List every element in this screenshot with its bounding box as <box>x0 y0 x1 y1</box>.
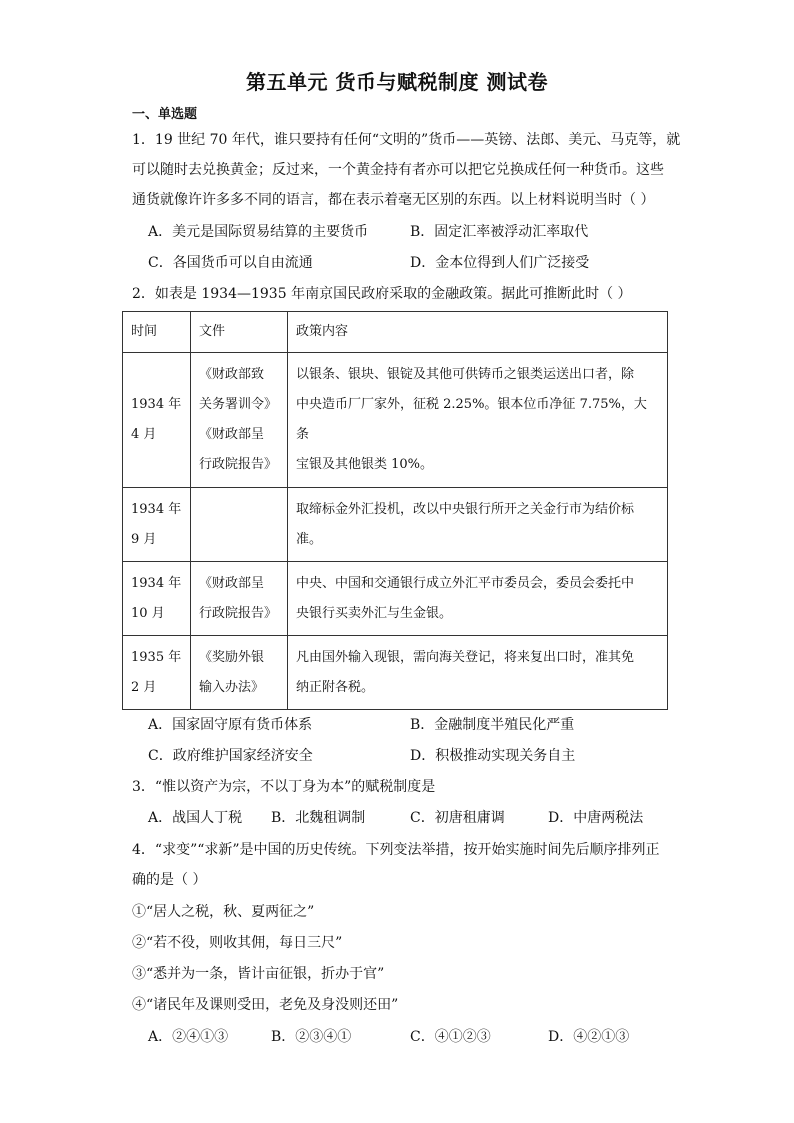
time-line: 1934 年 <box>131 575 182 591</box>
header-content: 政策内容 <box>288 312 668 353</box>
q3-stem: 3．“惟以资产为宗，不以丁身为本”的赋税制度是 <box>132 779 436 795</box>
time-line: 1934 年 <box>131 501 182 517</box>
q4-item-4: ④“诸民年及课则受田，老免及身没则还田” <box>132 997 399 1013</box>
q4-item-3: ③“悉并为一条，皆计亩征银，折办于官” <box>132 966 385 982</box>
q4-option-a[interactable]: A．②④①③ <box>148 1029 229 1045</box>
row-document <box>191 488 288 562</box>
q3-option-d[interactable]: D．中唐两税法 <box>548 810 644 826</box>
q2-option-b[interactable]: B．金融制度半殖民化严重 <box>410 717 575 733</box>
content-line: 中央、中国和交通银行成立外汇平市委员会，委员会委托中 <box>296 575 635 591</box>
q4-option-c[interactable]: C．④①②③ <box>410 1029 491 1045</box>
content-line: 准。 <box>296 531 323 547</box>
time-line: 1935 年 <box>131 649 182 665</box>
time-line: 1934 年 <box>131 397 182 412</box>
q1-option-b[interactable]: B．固定汇率被浮动汇率取代 <box>410 224 589 240</box>
table-row <box>123 353 668 488</box>
policy-table <box>122 311 668 710</box>
section-heading: 一、单选题 <box>132 107 198 122</box>
header-time: 时间 <box>123 312 191 353</box>
q4-line-2: 确的是（ ） <box>132 872 207 888</box>
q3-option-a[interactable]: A．战国人丁税 <box>148 810 243 826</box>
q1-line-2: 可以随时去兑换黄金；反过来，一个黄金持有者亦可以把它兑换成任何一种货币。这些 <box>132 162 664 178</box>
q1-line-3: 通货就像许许多多不同的语言，都在表示着毫无区别的东西。以上材料说明当时（ ） <box>132 192 655 208</box>
content-line: 央银行买卖外汇与生金银。 <box>296 605 453 621</box>
q1-option-d[interactable]: D．金本位得到人们广泛接受 <box>410 255 590 271</box>
row-content <box>288 488 668 562</box>
header-document: 文件 <box>191 312 288 353</box>
content-line: 纳正附各税。 <box>296 679 375 695</box>
doc-line: 输入办法》 <box>199 679 265 695</box>
q3-option-c[interactable]: C．初唐租庸调 <box>410 810 505 826</box>
row-time <box>123 488 191 562</box>
doc-line: 行政院报告》 <box>199 605 278 621</box>
q3-option-b[interactable]: B．北魏租调制 <box>271 810 366 826</box>
q2-stem: 2．如表是 1934—1935 年南京国民政府采取的金融政策。据此可推断此时（ ） <box>132 286 632 302</box>
time-line: 2 月 <box>131 679 157 695</box>
q4-item-1: ①“居人之税，秋、夏两征之” <box>132 904 315 920</box>
row-content <box>288 562 668 636</box>
doc-line: 《财政部呈 <box>199 427 265 442</box>
doc-line: 关务署训令》 <box>199 397 278 412</box>
row-document <box>191 636 288 710</box>
doc-line: 《财政部致 <box>199 367 265 382</box>
row-document <box>191 353 288 488</box>
page-title: 第五单元 货币与赋税制度 测试卷 <box>246 70 548 94</box>
row-time <box>123 562 191 636</box>
doc-line: 行政院报告》 <box>199 457 278 472</box>
content-line: 以银条、银块、银锭及其他可供铸币之银类运送出口者，除 <box>296 367 635 382</box>
content-line: 取缔标金外汇投机，改以中央银行所开之关金行市为结价标 <box>296 501 635 517</box>
row-content <box>288 636 668 710</box>
q4-line-1: 4．“求变”“求新”是中国的历史传统。下列变法举措，按开始实施时间先后顺序排列正 <box>132 842 660 858</box>
row-time <box>123 353 191 488</box>
content-line: 凡由国外输入现银，需向海关登记，将来复出口时，准其免 <box>296 649 635 665</box>
q4-option-b[interactable]: B．②③④① <box>271 1029 352 1045</box>
q4-item-2: ②“若不役，则收其佣，每日三尺” <box>132 935 343 951</box>
doc-line: 《财政部呈 <box>199 575 265 591</box>
q2-option-c[interactable]: C．政府维护国家经济安全 <box>148 748 313 764</box>
q4-option-d[interactable]: D．④②①③ <box>548 1029 630 1045</box>
row-document <box>191 562 288 636</box>
row-time <box>123 636 191 710</box>
q1-line-1: 1．19 世纪 70 年代，谁只要持有任何“文明的”货币——英镑、法郎、美元、马克等，就 <box>132 132 681 148</box>
time-line: 9 月 <box>131 531 157 547</box>
table-row <box>123 562 668 636</box>
time-line: 10 月 <box>131 605 165 621</box>
table-header-row <box>123 312 668 353</box>
table-row <box>123 636 668 710</box>
q2-option-d[interactable]: D．积极推动实现关务自主 <box>410 748 576 764</box>
doc-line: 《奖励外银 <box>199 649 265 665</box>
content-line: 宝银及其他银类 10%。 <box>296 457 434 472</box>
content-line: 中央造币厂厂家外，征税 2.25%。银本位币净征 7.75%，大条 <box>296 397 647 442</box>
table-row <box>123 488 668 562</box>
q1-option-c[interactable]: C．各国货币可以自由流通 <box>148 255 313 271</box>
q2-option-a[interactable]: A．国家固守原有货币体系 <box>148 717 313 733</box>
row-content <box>288 353 668 488</box>
q1-option-a[interactable]: A．美元是国际贸易结算的主要货币 <box>148 224 369 240</box>
time-line: 4 月 <box>131 427 157 442</box>
